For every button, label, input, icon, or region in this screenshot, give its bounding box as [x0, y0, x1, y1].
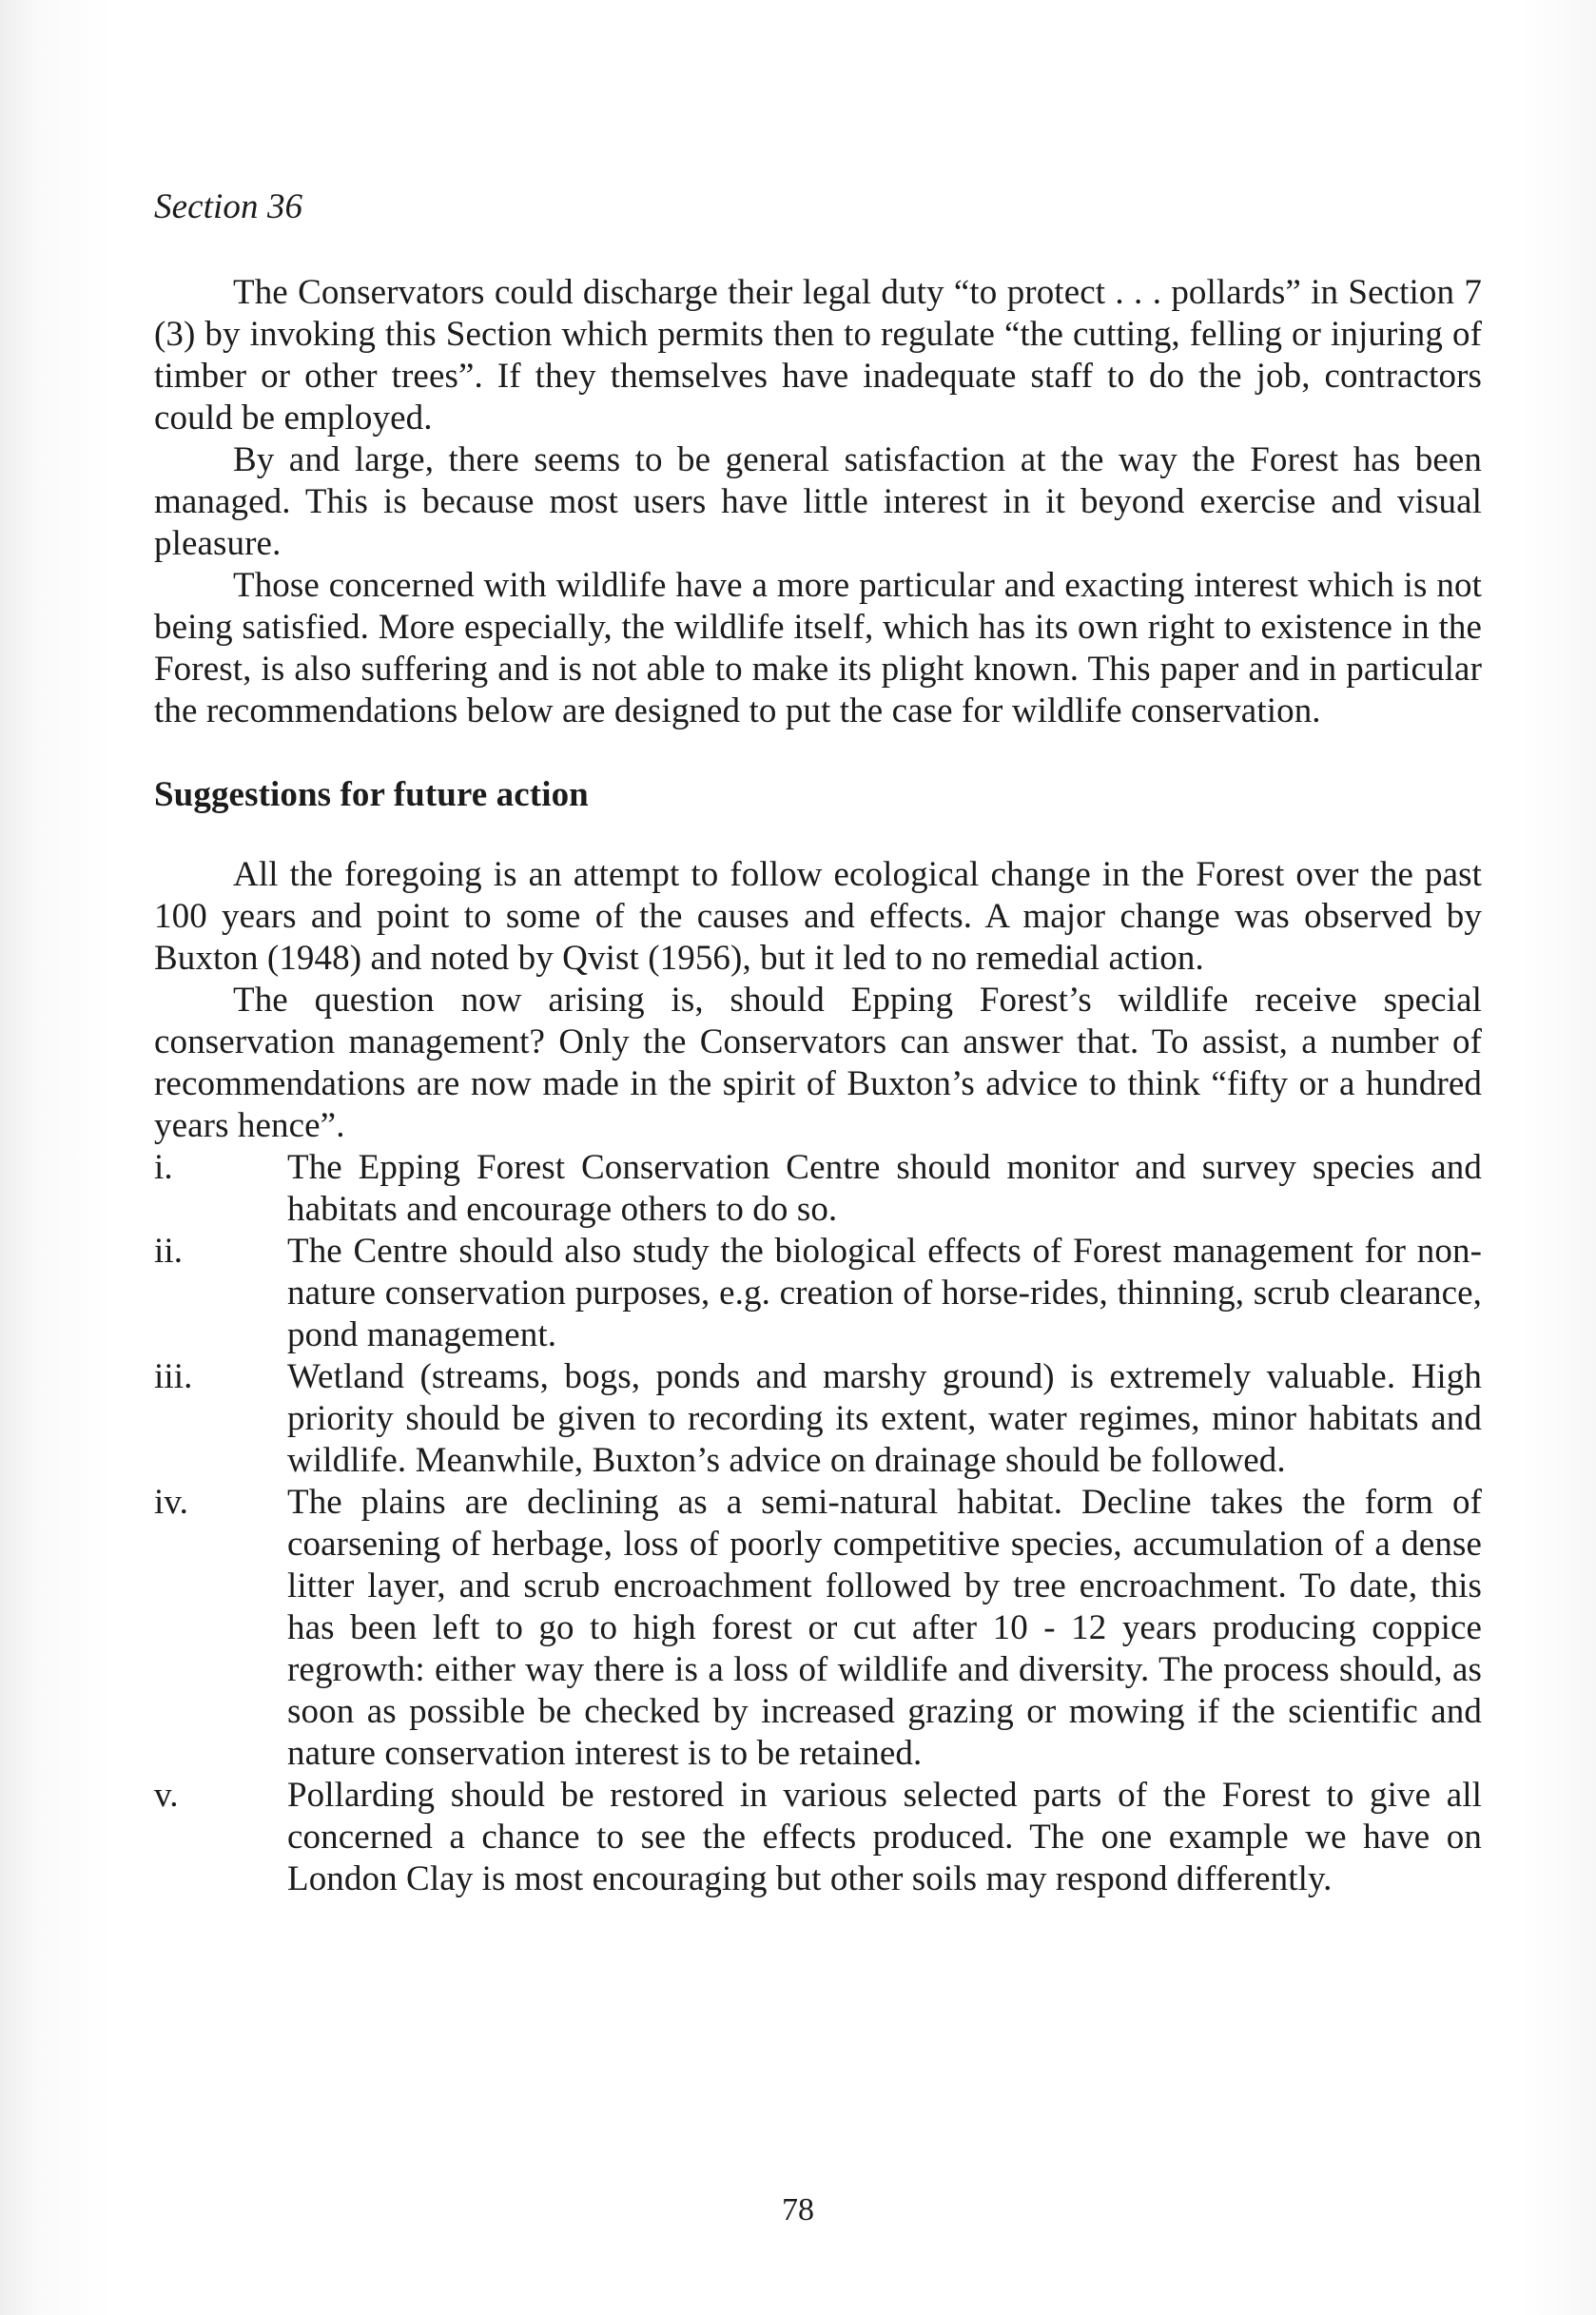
section-heading: Section 36: [154, 187, 303, 226]
list-item-text: Wetland (streams, bogs, ponds and marshy ground) is extremely valuable. High priority should be given to recording its extent, water regimes, minor habitats and wildlife. Meanwhile, Buxton’s advice on drainage should be followed.: [287, 1357, 1482, 1480]
list-item: [154, 1356, 1482, 1482]
paragraph: The question now arising is, should Epping Forest’s wildlife receive special conservation management? Only the Conservators can answer that. To assist, a number of recommendations are now made in the spirit of Buxton’s advice to think “fifty or a hundred years hence”.: [154, 981, 1482, 1145]
paragraph: By and large, there seems to be general satisfaction at the way the Forest has been managed. This is because most users have little interest in it beyond exercise and visual pleasure.: [154, 440, 1482, 563]
page-number: 78: [782, 2192, 814, 2227]
list-marker: iv.: [154, 1483, 188, 1522]
recommendations-list: [154, 1147, 1482, 1900]
list-item: [154, 1482, 1482, 1775]
list-item-text: The Centre should also study the biological effects of Forest management for non-nature conservation purposes, e.g. creation of horse-rides, thinning, scrub clearance, pond management.: [287, 1232, 1482, 1354]
page-content: [154, 186, 1482, 1900]
list-item-text: Pollarding should be restored in various selected parts of the Forest to give all concerned a chance to see the effects produced. The one example we have on London Clay is most encouraging but other soils may respond differently.: [287, 1776, 1482, 1898]
list-marker: iii.: [154, 1357, 193, 1396]
paragraph: All the foregoing is an attempt to follow ecological change in the Forest over the past 100 years and point to some of the causes and effects. A major change was observed by Buxton (1948) and noted by Qvist (1956), but it led to no remedial action.: [154, 855, 1482, 978]
list-marker: i.: [154, 1148, 173, 1187]
list-marker: ii.: [154, 1232, 184, 1271]
list-item-text: The plains are declining as a semi-natural habitat. Decline takes the form of coarsening of herbage, loss of poorly competitive species, accumulation of a dense litter layer, and scrub encroachment followed by tree encroachment. To date, this has been left to go to high forest or cut after 10 - 12 years producing coppice regrowth: either way there is a loss of wildlife and diversity. The process should, as soon as possible be checked by increased grazing or mowing if the scientific and nature conservation interest is to be retained.: [287, 1483, 1482, 1773]
subheading: Suggestions for future action: [154, 775, 589, 814]
list-item-text: The Epping Forest Conservation Centre should monitor and survey species and habitats and encourage others to do so.: [287, 1148, 1482, 1229]
list-item: [154, 1147, 1482, 1231]
list-item: [154, 1775, 1482, 1900]
paragraph: The Conservators could discharge their legal duty “to protect . . . pollards” in Section 7 (3) by invoking this Section which permits then to regulate “the cutting, felling or injuring of timber or other trees”. If they themselves have inadequate staff to do the job, contractors could be employed.: [154, 273, 1482, 438]
paragraph: Those concerned with wildlife have a more particular and exacting interest which is not being satisfied. More especially, the wildlife itself, which has its own right to existence in the Forest, is also suffering and is not able to make its plight known. This paper and in particular the recommendations below are designed to put the case for wildlife conservation.: [154, 566, 1482, 730]
list-item: [154, 1231, 1482, 1356]
list-marker: v.: [154, 1776, 179, 1815]
